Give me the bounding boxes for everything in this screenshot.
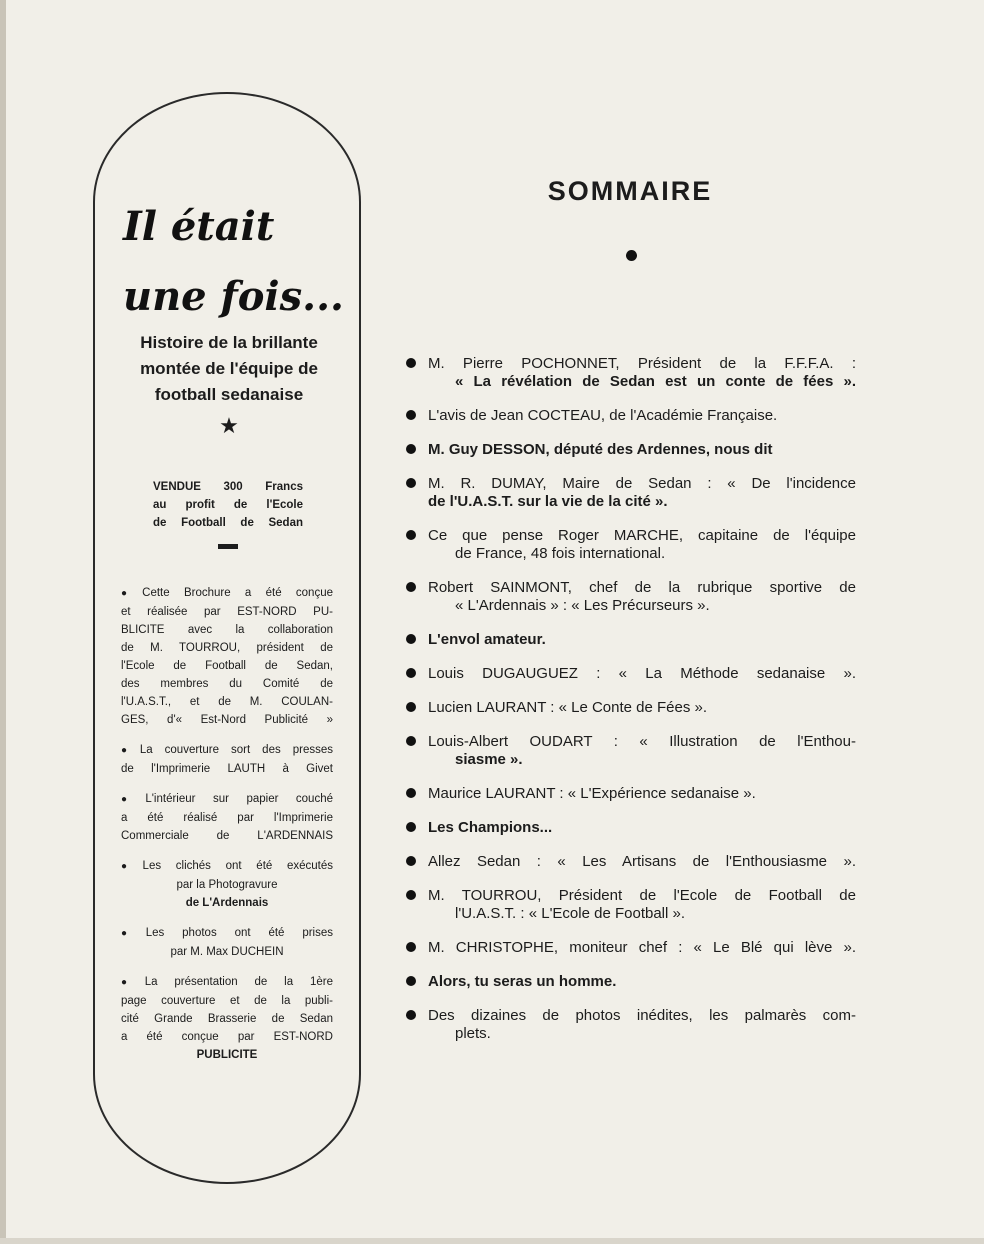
toc-line: M. R. DUMAY, Maire de Sedan : « De l'incidence xyxy=(428,475,856,492)
toc-item xyxy=(406,579,856,615)
toc-line: « L'Ardennais » : « Les Précurseurs ». xyxy=(455,597,710,614)
toc-line: Ce que pense Roger MARCHE, capitaine de l'équipe xyxy=(428,527,856,544)
bullet-icon xyxy=(406,530,416,540)
note-line: page couverture et de la publi- xyxy=(121,995,333,1007)
bullet-icon xyxy=(406,668,416,678)
bullet-icon xyxy=(406,634,416,644)
bullet-icon xyxy=(406,736,416,746)
title-line: une fois... xyxy=(123,273,344,320)
brochure-title xyxy=(123,192,363,332)
toc-item xyxy=(406,665,856,683)
bullet-icon xyxy=(406,702,416,712)
credit-note xyxy=(121,584,333,729)
toc-item xyxy=(406,475,856,511)
toc-item xyxy=(406,441,856,459)
toc-item xyxy=(406,733,856,769)
bullet-icon xyxy=(406,976,416,986)
toc-line: Robert SAINMONT, chef de la rubrique sportive de xyxy=(428,579,856,596)
bullet-icon: ● xyxy=(121,745,136,756)
bullet-icon: ● xyxy=(121,794,142,805)
divider xyxy=(218,544,238,549)
note-line: de L'Ardennais xyxy=(185,897,269,909)
bullet-icon xyxy=(406,1010,416,1020)
note-line: a été réalisé par l'Imprimerie xyxy=(121,812,333,824)
note-line: BLICITE avec la collaboration xyxy=(121,624,333,636)
toc-item xyxy=(406,631,856,649)
toc-line: l'U.A.S.T. : « L'Ecole de Football ». xyxy=(455,905,686,922)
credit-note xyxy=(121,790,333,845)
toc-item xyxy=(406,407,856,425)
toc-line: Allez Sedan : « Les Artisans de l'Enthousiasme ». xyxy=(428,853,856,870)
subtitle-line: montée de l'équipe de xyxy=(140,359,318,378)
note-line: par M. Max DUCHEIN xyxy=(170,946,284,958)
toc-line: Maurice LAURANT : « L'Expérience sedanaise ». xyxy=(428,785,756,802)
toc-line: M. Guy DESSON, député des Ardennes, nous dit xyxy=(428,441,773,458)
sale-line: VENDUE 300 Francs xyxy=(153,481,303,493)
toc-item xyxy=(406,527,856,563)
note-line: l'U.A.S.T., et de M. COULAN- xyxy=(121,696,333,708)
bullet-icon xyxy=(406,410,416,420)
toc-item xyxy=(406,1007,856,1043)
toc-line: de l'U.A.S.T. sur la vie de la cité ». xyxy=(428,493,668,510)
brochure-subtitle xyxy=(95,330,363,408)
note-line: cité Grande Brasserie de Sedan xyxy=(121,1013,333,1025)
bullet-icon xyxy=(406,478,416,488)
bullet-icon xyxy=(406,856,416,866)
note-line: des membres du Comité de xyxy=(121,678,333,690)
toc-line: de France, 48 fois international. xyxy=(455,545,666,562)
toc-line: M. CHRISTOPHE, moniteur chef : « Le Blé qui lève ». xyxy=(428,939,856,956)
toc-line: « La révélation de Sedan est un conte de fées ». xyxy=(455,373,856,390)
note-line: ● Les clichés ont été exécutés xyxy=(121,860,333,872)
note-line: et réalisée par EST-NORD PU- xyxy=(121,606,333,618)
note-line: PUBLICITE xyxy=(196,1049,258,1061)
toc-item xyxy=(406,355,856,391)
bullet-icon xyxy=(406,890,416,900)
toc-line: Lucien LAURANT : « Le Conte de Fées ». xyxy=(428,699,708,716)
toc-item xyxy=(406,699,856,717)
toc-line: plets. xyxy=(455,1025,491,1042)
note-line: ● Les photos ont été prises xyxy=(121,927,333,939)
bullet-icon: ● xyxy=(121,928,142,939)
bullet-icon xyxy=(406,582,416,592)
sale-line: de Football de Sedan xyxy=(153,517,303,529)
credit-note xyxy=(121,924,333,961)
toc-line: Louis DUGAUGUEZ : « La Méthode sedanaise ». xyxy=(428,665,856,682)
note-line: l'Ecole de Football de Sedan, xyxy=(121,660,333,672)
toc-line: M. TOURROU, Président de l'Ecole de Football de xyxy=(428,887,856,904)
toc-item xyxy=(406,887,856,923)
toc-line: M. Pierre POCHONNET, Président de la F.F.F.A. : xyxy=(428,355,856,372)
note-line: GES, d'« Est-Nord Publicité » xyxy=(121,714,333,726)
toc-item xyxy=(406,819,856,837)
credit-note xyxy=(121,857,333,912)
bullet-icon xyxy=(406,788,416,798)
bullet-icon: ● xyxy=(121,977,141,988)
note-line: par la Photogravure xyxy=(176,879,278,891)
toc-line: L'avis de Jean COCTEAU, de l'Académie Française. xyxy=(428,407,778,424)
bullet-icon xyxy=(406,358,416,368)
note-line: ● L'intérieur sur papier couché xyxy=(121,793,333,805)
page-title: SOMMAIRE xyxy=(547,176,713,206)
subtitle-line: Histoire de la brillante xyxy=(140,333,318,352)
toc-line: Alors, tu seras un homme. xyxy=(428,973,617,990)
bullet-icon xyxy=(406,942,416,952)
toc-item xyxy=(406,973,856,991)
page-edge xyxy=(0,0,6,1244)
note-line: ● La présentation de la 1ère xyxy=(121,976,333,988)
page-edge-bottom xyxy=(0,1238,984,1244)
toc-line: Des dizaines de photos inédites, les palmarès com- xyxy=(428,1007,856,1024)
toc-item xyxy=(406,939,856,957)
table-of-contents xyxy=(406,355,856,1059)
note-line: ● Cette Brochure a été conçue xyxy=(121,587,333,599)
note-line: a été conçue par EST-NORD xyxy=(121,1031,333,1043)
subtitle-line: football sedanaise xyxy=(154,385,304,404)
toc-line: L'envol amateur. xyxy=(428,631,546,648)
sale-notice xyxy=(153,478,303,532)
credit-note xyxy=(121,741,333,778)
toc-line: siasme ». xyxy=(455,751,523,768)
toc-item xyxy=(406,785,856,803)
toc-line: Les Champions... xyxy=(428,819,553,836)
note-line: ● La couverture sort des presses xyxy=(121,744,333,756)
sale-line: au profit de l'Ecole xyxy=(153,499,303,511)
toc-item xyxy=(406,853,856,871)
star-icon: ★ xyxy=(219,414,239,439)
note-line: de M. TOURROU, président de xyxy=(121,642,333,654)
note-line: Commerciale de L'ARDENNAIS xyxy=(121,830,333,842)
brochure-frame xyxy=(93,92,361,1184)
note-line: de l'Imprimerie LAUTH à Givet xyxy=(121,763,333,775)
bullet-icon: ● xyxy=(121,588,139,599)
toc-line: Louis-Albert OUDART : « Illustration de l'Enthou- xyxy=(428,733,856,750)
dot-icon xyxy=(626,250,637,261)
bullet-icon xyxy=(406,822,416,832)
credit-note xyxy=(121,973,333,1064)
title-line: Il était xyxy=(123,203,275,250)
bullet-icon xyxy=(406,444,416,454)
bullet-icon: ● xyxy=(121,861,139,872)
credits-notes xyxy=(121,584,333,1076)
